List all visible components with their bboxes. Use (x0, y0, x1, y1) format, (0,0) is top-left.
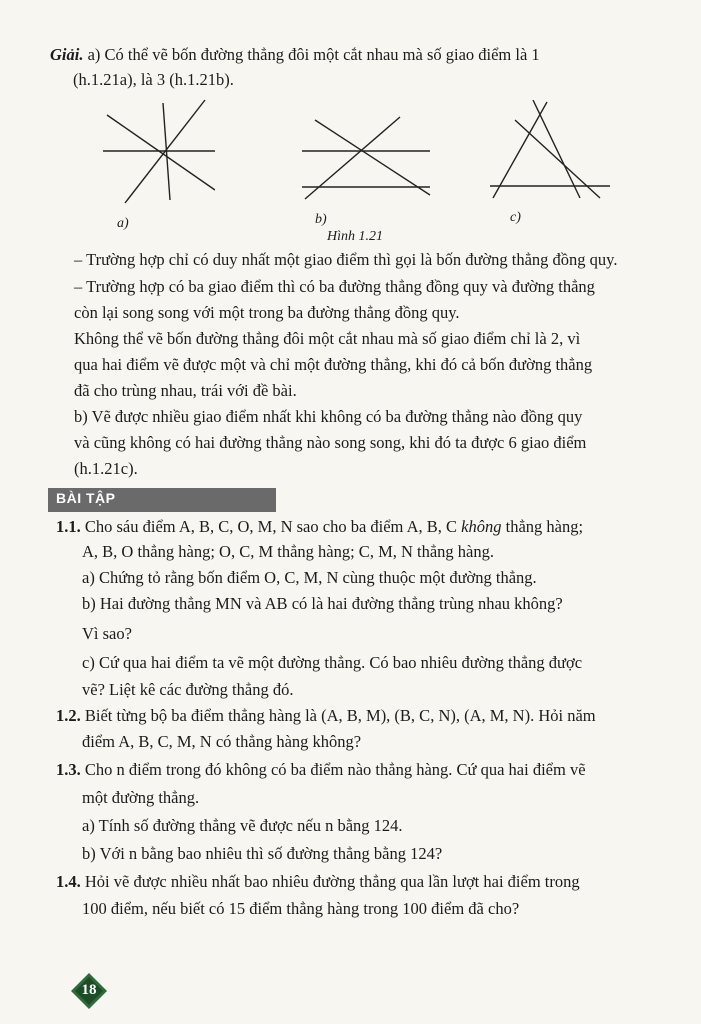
exercise-1-2-line-1 (56, 706, 596, 726)
figure-label-b: b) (315, 212, 327, 227)
body-p3b: qua hai điểm vẽ được một và chỉ một đường thẳng, khi đó cả bốn đường thẳng (74, 355, 593, 374)
exercise-1-1-question-a: a) Chứng tỏ rằng bốn điểm O, C, M, N cùng thuộc một đường thẳng. (82, 568, 537, 587)
exercise-1-1-text-a: Cho sáu điểm A, B, C, O, M, N sao cho ba điểm A, B, C (84, 517, 462, 536)
body-p3c: đã cho trùng nhau, trái với đề bài. (74, 381, 297, 400)
solution-line-1 (50, 45, 540, 65)
exercise-1-1-line-1 (56, 517, 583, 537)
exercise-1-1-number: 1.1. (56, 517, 81, 536)
exercise-1-2-line-2: điểm A, B, C, M, N có thẳng hàng không? (82, 732, 362, 751)
exercise-1-4-text: Hỏi vẽ được nhiều nhất bao nhiêu đường thẳng qua lần lượt hai điểm trong (84, 872, 580, 891)
exercise-1-1-text-b: thẳng hàng; (501, 517, 584, 536)
exercise-1-3-question-b: b) Với n bằng bao nhiêu thì số đường thẳng bằng 124? (82, 844, 443, 863)
exercise-1-3-line-1 (56, 760, 586, 780)
exercise-1-1-question-b2: Vì sao? (82, 624, 132, 643)
figure-caption: Hình 1.21 (327, 229, 383, 244)
body-p4b: và cũng không có hai đường thẳng nào song song, khi đó ta được 6 giao điểm (74, 433, 587, 452)
exercise-1-2-text: Biết từng bộ ba điểm thẳng hàng là (A, B, M), (B, C, N), (A, M, N). Hỏi năm (84, 706, 596, 725)
exercise-1-1-question-c2: vẽ? Liệt kê các đường thẳng đó. (82, 680, 294, 699)
figure-label-c: c) (510, 210, 521, 225)
solution-line-2: (h.1.21a), là 3 (h.1.21b). (73, 70, 234, 89)
solution-label: Giải. (50, 45, 84, 64)
solution-text-1: a) Có thể vẽ bốn đường thẳng đôi một cắt nhau mà số giao điểm là 1 (87, 45, 540, 64)
exercise-1-1-italic: không (461, 517, 502, 536)
exercise-1-3-line-2: một đường thẳng. (82, 788, 200, 807)
body-p2b: còn lại song song với một trong ba đường thẳng đồng quy. (74, 303, 460, 322)
page-number: 18 (81, 982, 97, 998)
figure-b-three-intersections (300, 115, 435, 200)
body-p3a: Không thể vẽ bốn đường thẳng đôi một cắt nhau mà số giao điểm chỉ là 2, vì (74, 329, 581, 348)
exercise-1-1-question-c1: c) Cứ qua hai điểm ta vẽ một đường thẳng. Có bao nhiêu đường thẳng được (82, 653, 583, 672)
figure-a-concurrent-lines (95, 95, 215, 207)
body-p1: – Trường hợp chỉ có duy nhất một giao điểm thì gọi là bốn đường thẳng đồng quy. (74, 250, 618, 269)
body-p2a: – Trường hợp có ba giao điểm thì có ba đường thẳng đồng quy và đường thẳng (74, 277, 595, 296)
exercise-1-1-question-b1: b) Hai đường thẳng MN và AB có là hai đường thẳng trùng nhau không? (82, 594, 563, 613)
exercise-1-2-number: 1.2. (56, 706, 81, 725)
figure-c-six-intersections (485, 100, 615, 200)
section-title: BÀI TẬP (56, 490, 116, 506)
body-p4a: b) Vẽ được nhiều giao điểm nhất khi không có ba đường thẳng nào đồng quy (74, 407, 583, 426)
exercise-1-4-line-2: 100 điểm, nếu biết có 15 điểm thẳng hàng trong 100 điểm đã cho? (82, 899, 520, 918)
exercise-1-1-line-2: A, B, O thẳng hàng; O, C, M thẳng hàng; C, M, N thẳng hàng. (82, 542, 495, 561)
figure-label-a: a) (117, 216, 129, 231)
exercise-1-3-question-a: a) Tính số đường thẳng vẽ được nếu n bằng 124. (82, 816, 403, 835)
body-p4c: (h.1.21c). (74, 459, 138, 478)
exercise-1-4-line-1 (56, 872, 580, 892)
exercise-1-4-number: 1.4. (56, 872, 81, 891)
exercise-1-3-number: 1.3. (56, 760, 81, 779)
exercise-1-3-text: Cho n điểm trong đó không có ba điểm nào thẳng hàng. Cứ qua hai điểm vẽ (84, 760, 586, 779)
